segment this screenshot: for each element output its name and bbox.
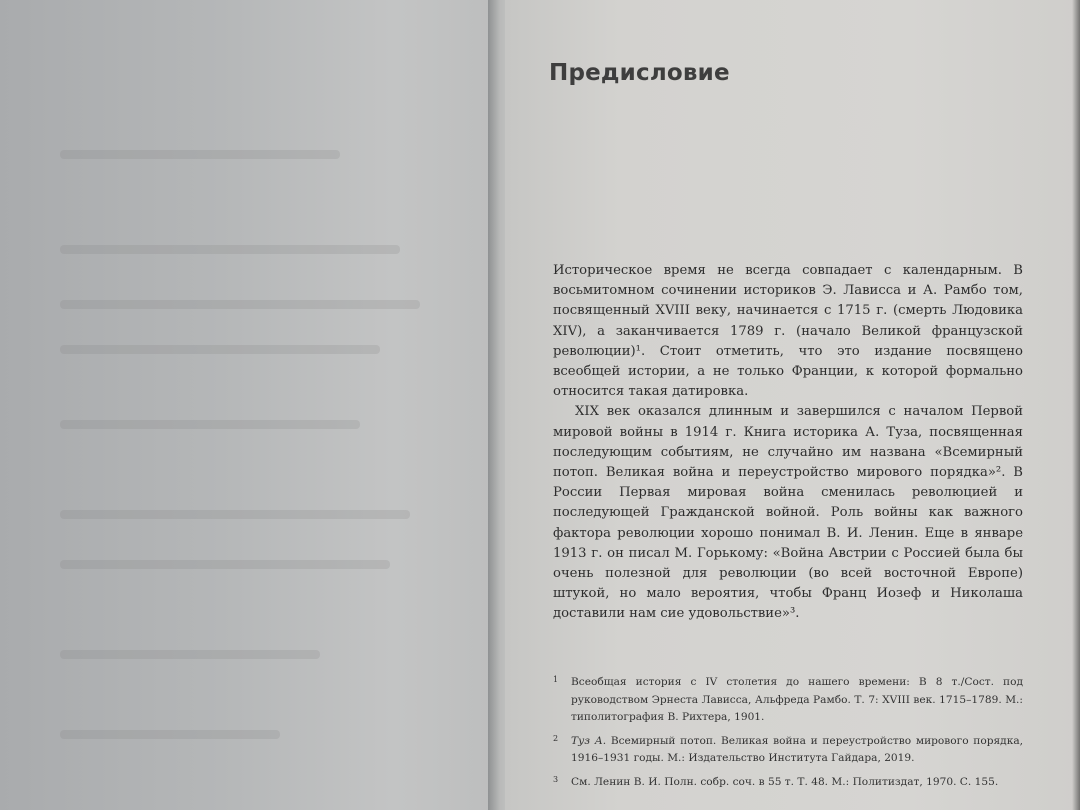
footnotes (553, 674, 1023, 797)
bleed-through-line (60, 420, 360, 429)
footnote-text: См. Ленин В. И. Полн. собр. соч. в 55 т. Т. 48. М.: Политиздат, 1970. С. 155. (571, 775, 999, 788)
page-edge-shadow (1072, 0, 1080, 810)
paragraph: XIX век оказался длинным и завершился с началом Первой мировой войны в 1914 г. Книга историка А. Туза, посвященная последующим событиям, не случайно им названа «Всемирный потоп. Великая война и переустройство мирового порядка»². В России Первая мировая война сменилась революцией и последующей Гражданской войной. Роль войны как важного фактора революции хорошо понимал В. И. Ленин. Еще в январе 1913 г. он писал М. Горькому: «Война Австрии с Россией была бы очень полезной для революции (во всей восточной Европе) штукой, но мало вероятия, чтобы Франц Иозеф и Николаша доставили нам сие удовольствие»³. (553, 404, 1023, 622)
bleed-through-line (60, 150, 340, 159)
footnote-number: 3 (553, 774, 559, 784)
bleed-through-line (60, 560, 390, 569)
paragraph: Историческое время не всегда совпадает с календарным. В восьмитомном сочинении историков Э. Лависса и А. Рамбо том, посвященный XVIII веку, начинается с 1715 г. (смерть Людовика XIV), а заканчивается 1789 г. (начало Великой французской революции)¹. Стоит отметить, что это издание посвящено всеобщей истории, а не только Франции, к которой формально относится такая датировка. (553, 263, 1023, 400)
footnote (553, 674, 1023, 727)
footnote-number: 1 (553, 675, 559, 684)
page-title: Предисловие (549, 60, 730, 86)
bleed-through-line (60, 300, 420, 309)
footnote-text: Всемирный потоп. Великая война и переустройство мирового порядка, 1916–1931 годы. М.: Издательство Института Гайдара, 2019. (571, 734, 1024, 764)
body-text (553, 261, 1023, 625)
bleed-through-line (60, 345, 380, 354)
bleed-through-line (60, 510, 410, 519)
footnote (553, 733, 1023, 768)
footnote-text: Всеобщая история с IV столетия до нашего времени: В 8 т./Сост. под руководством Эрнеста Лависса, Альфреда Рамбо. Т. 7: XVIII век. 1715–1789. М.: типолитография В. Рихтера, 1901. (571, 676, 1023, 723)
bleed-through-line (60, 650, 320, 659)
bleed-through-line (60, 245, 400, 254)
left-page (0, 0, 493, 810)
footnote-number: 2 (553, 733, 559, 743)
footnote-author: Туз А. (571, 734, 607, 747)
bleed-through-line (60, 730, 280, 739)
footnote (553, 774, 1023, 792)
right-page (505, 0, 1080, 810)
